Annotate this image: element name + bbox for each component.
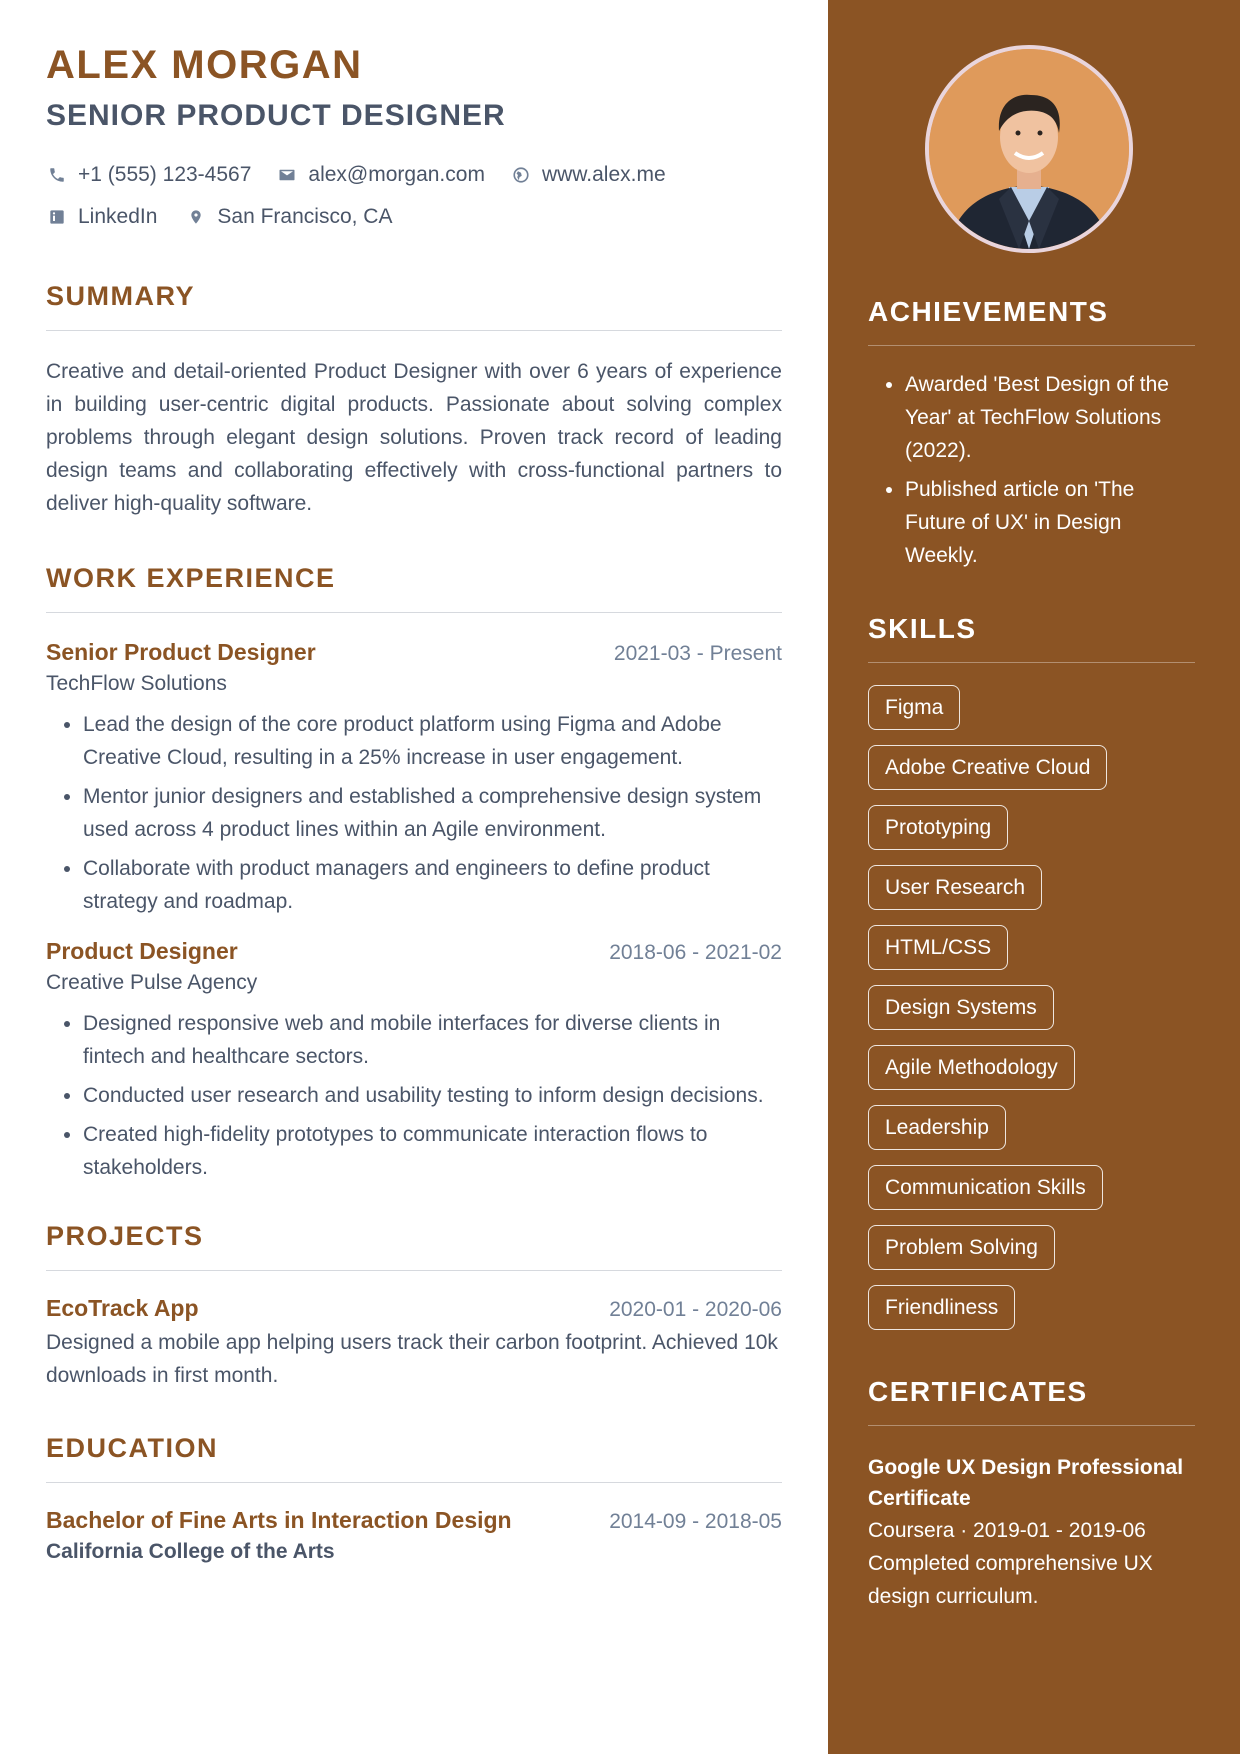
summary-section — [46, 280, 782, 520]
achievements-divider — [868, 345, 1195, 346]
job-dates: 2018-06 - 2021-02 — [609, 941, 782, 964]
job-company: TechFlow Solutions — [46, 672, 227, 695]
job-bullet: • Lead the design of the core product platform using Figma and Adobe Creative Cloud, resulting in a 25% increase in user engagement. — [83, 708, 782, 774]
phone-icon — [46, 164, 68, 186]
skill-chip: User Research — [868, 865, 1042, 910]
job-dates: 2021-03 - Present — [613, 642, 782, 665]
contact-website-text: www.alex.me — [541, 163, 666, 186]
contact-phone — [46, 154, 251, 196]
achievements-section — [868, 295, 1195, 572]
achievement-item: • Published article on 'The Future of UX' in Design Weekly. — [905, 473, 1195, 572]
profile-photo-wrapper — [863, 45, 1195, 253]
certificate-description: Completed comprehensive UX design curriculum. — [868, 1552, 1153, 1608]
skill-chip: Adobe Creative Cloud — [868, 745, 1107, 790]
projects-heading: PROJECTS — [46, 1221, 204, 1251]
job-company: Creative Pulse Agency — [46, 971, 258, 994]
education-section — [46, 1432, 782, 1564]
education-dates: 2014-09 - 2018-05 — [609, 1510, 782, 1533]
skill-chip: Communication Skills — [868, 1165, 1103, 1210]
job-entry — [46, 938, 782, 1184]
achievements-list — [868, 368, 1195, 572]
linkedin-icon — [46, 206, 68, 228]
skills-section — [868, 612, 1195, 1345]
certificates-heading: CERTIFICATES — [868, 1376, 1088, 1407]
profile-photo — [925, 45, 1133, 253]
certificates-divider — [868, 1425, 1195, 1426]
summary-text: Creative and detail-oriented Product Designer with over 6 years of experience in building user-centric digital products. Passionate about solving complex problems through elegant design solutions. Proven track record of leading design teams and collaborating effectively with cross-functional partners to deliver high-quality software. — [46, 360, 782, 515]
contact-location-text: San Francisco, CA — [217, 205, 393, 228]
email-icon — [276, 164, 298, 186]
education-header — [46, 1507, 782, 1534]
skill-chip: Agile Methodology — [868, 1045, 1075, 1090]
job-header — [46, 639, 782, 666]
skill-chip: Prototyping — [868, 805, 1008, 850]
skills-heading: SKILLS — [868, 613, 977, 644]
job-bullet: • Collaborate with product managers and engineers to define product strategy and roadmap. — [83, 852, 782, 918]
job-entry — [46, 639, 782, 918]
candidate-title: SENIOR PRODUCT DESIGNER — [46, 99, 506, 132]
education-degree: Bachelor of Fine Arts in Interaction Design — [46, 1507, 512, 1533]
summary-heading: SUMMARY — [46, 281, 195, 311]
job-bullet: • Mentor junior designers and established a comprehensive design system used across 4 product lines within an Agile environment. — [83, 780, 782, 846]
skill-chip: HTML/CSS — [868, 925, 1008, 970]
skill-chip: Design Systems — [868, 985, 1054, 1030]
work-experience-heading: WORK EXPERIENCE — [46, 563, 336, 593]
job-header — [46, 938, 782, 965]
project-entry — [46, 1295, 782, 1392]
contact-email-text: alex@morgan.com — [308, 163, 485, 186]
sidebar — [828, 0, 1240, 1754]
contact-location — [185, 196, 392, 238]
skills-divider — [868, 662, 1195, 663]
contact-list — [46, 154, 782, 238]
location-pin-icon — [185, 206, 207, 228]
project-description: Designed a mobile app helping users track their carbon footprint. Achieved 10k downloads in first month. — [46, 1331, 778, 1387]
profile-photo-illustration — [929, 49, 1129, 249]
certificate-meta: Coursera · 2019-01 - 2019-06 — [868, 1519, 1146, 1542]
candidate-name: ALEX MORGAN — [46, 43, 363, 87]
achievement-item: • Awarded 'Best Design of the Year' at TechFlow Solutions (2022). — [905, 368, 1195, 467]
project-name: EcoTrack App — [46, 1295, 199, 1321]
project-dates: 2020-01 - 2020-06 — [609, 1298, 782, 1321]
job-bullet: • Created high-fidelity prototypes to communicate interaction flows to stakeholders. — [83, 1118, 782, 1184]
work-experience-section — [46, 562, 782, 1184]
certificate-name: Google UX Design Professional Certificate — [868, 1456, 1184, 1510]
job-bullets — [46, 1007, 782, 1184]
education-heading: EDUCATION — [46, 1433, 218, 1463]
skill-chip: Problem Solving — [868, 1225, 1055, 1270]
skill-chip: Leadership — [868, 1105, 1006, 1150]
skill-chip: Figma — [868, 685, 960, 730]
job-bullets — [46, 708, 782, 918]
job-role: Senior Product Designer — [46, 639, 316, 665]
summary-divider — [46, 330, 782, 331]
certificates-section — [868, 1375, 1195, 1613]
achievements-heading: ACHIEVEMENTS — [868, 296, 1109, 327]
contact-linkedin-text: LinkedIn — [78, 205, 158, 228]
projects-divider — [46, 1270, 782, 1271]
contact-linkedin[interactable] — [46, 196, 157, 238]
skills-list — [868, 685, 1195, 1345]
education-school: California College of the Arts — [46, 1540, 335, 1563]
contact-phone-text: +1 (555) 123-4567 — [78, 163, 252, 186]
projects-section — [46, 1220, 782, 1392]
skill-chip: Friendliness — [868, 1285, 1015, 1330]
education-divider — [46, 1482, 782, 1483]
job-bullet: • Conducted user research and usability testing to inform design decisions. — [83, 1079, 782, 1112]
globe-icon — [510, 164, 532, 186]
education-entry — [46, 1507, 782, 1564]
contact-website[interactable] — [510, 154, 666, 196]
job-bullet: • Designed responsive web and mobile interfaces for diverse clients in fintech and healthcare sectors. — [83, 1007, 782, 1073]
job-role: Product Designer — [46, 938, 238, 964]
contact-email[interactable] — [276, 154, 485, 196]
work-experience-divider — [46, 612, 782, 613]
project-header — [46, 1295, 782, 1322]
